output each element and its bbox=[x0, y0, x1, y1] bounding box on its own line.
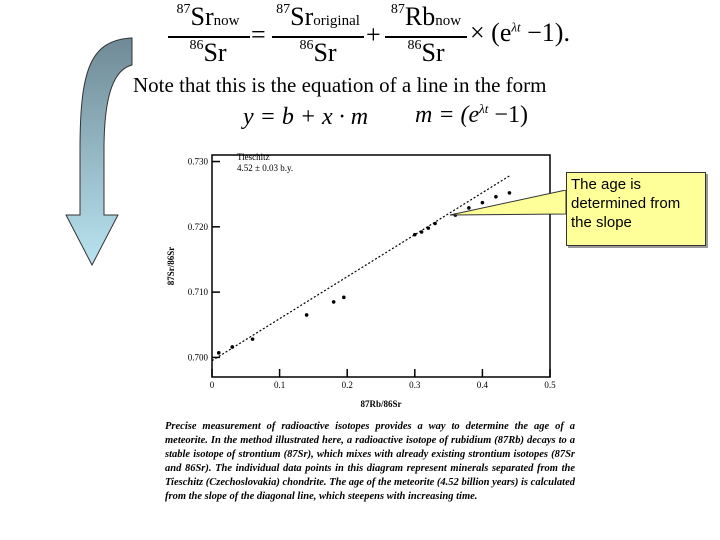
slope-equation bbox=[415, 101, 528, 129]
plus-sign: + bbox=[366, 20, 381, 49]
sr-label: Sr bbox=[290, 2, 314, 31]
sr-label: Sr bbox=[313, 38, 337, 67]
x-tick-label: 0.1 bbox=[273, 380, 286, 390]
callout-box: The age is determined from the slope bbox=[566, 172, 706, 246]
callout-pointer bbox=[420, 190, 570, 230]
data-point bbox=[217, 351, 221, 355]
factor-exponent: λt bbox=[511, 19, 521, 35]
data-point bbox=[305, 313, 309, 317]
x-tick-label: 0.5 bbox=[544, 380, 556, 390]
lhs-numerator bbox=[168, 2, 248, 32]
x-tick-label: 0.2 bbox=[341, 380, 353, 390]
line-form-equation: y = b + x · m bbox=[243, 104, 369, 130]
sr-label: Sr bbox=[190, 2, 214, 31]
sup: 86 bbox=[299, 38, 314, 53]
factor-open: × (e bbox=[470, 18, 512, 47]
term2-numerator bbox=[385, 2, 467, 32]
y-tick-label: 0.720 bbox=[187, 221, 208, 232]
lhs-denominator bbox=[168, 38, 248, 68]
x-tick-label: 0 bbox=[209, 380, 215, 390]
rb-label: Rb bbox=[404, 2, 436, 31]
data-point bbox=[420, 230, 424, 234]
sub: now bbox=[213, 13, 240, 29]
data-point bbox=[413, 233, 417, 237]
y-tick-label: 0.730 bbox=[187, 156, 208, 167]
annotation-value: 4.52 ± 0.03 b.y. bbox=[237, 163, 294, 173]
y-axis-label: 87Sr/86Sr bbox=[166, 246, 176, 286]
sup: 87 bbox=[390, 2, 405, 17]
sr-label: Sr bbox=[203, 38, 227, 67]
sub: original bbox=[313, 13, 360, 29]
term1-numerator bbox=[272, 2, 364, 32]
factor-close: −1). bbox=[520, 18, 570, 47]
x-axis-label: 87Rb/86Sr bbox=[360, 399, 402, 409]
curved-arrow-graphic bbox=[60, 30, 140, 280]
y-tick-label: 0.700 bbox=[187, 352, 208, 363]
data-point bbox=[251, 337, 255, 341]
isochron-chart bbox=[160, 140, 580, 415]
sup: 87 bbox=[276, 2, 291, 17]
slope-close: −1) bbox=[488, 102, 528, 128]
term2-denominator bbox=[385, 38, 467, 68]
equals-sign: = bbox=[251, 20, 266, 49]
annotation-title: Tieschitz bbox=[237, 152, 270, 162]
term1-denominator bbox=[272, 38, 364, 68]
exp-factor bbox=[470, 18, 570, 48]
slope-open: m = (e bbox=[415, 102, 480, 128]
slope-exponent: λt bbox=[479, 101, 489, 116]
plot-frame bbox=[212, 155, 550, 377]
sr-label: Sr bbox=[421, 38, 445, 67]
x-tick-label: 0.3 bbox=[409, 380, 421, 390]
sub: now bbox=[435, 13, 462, 29]
y-tick-label: 0.710 bbox=[187, 287, 208, 298]
figure-caption: Precise measurement of radioactive isotopes provides a way to determine the age of a meteorite. In the method illustrated here, a radioactive isotope of rubidium (87Rb) decays to a stable isotope of strontium (87Sr), which mixes with already existing strontium isotopes (87Sr and 86Sr). The individual data points in this diagram represent minerals separated from the Tieschitz (Czechoslovakia) chondrite. The age of the meteorite (4.52 billion years) is calculated from the slope of the diagonal line, which steepens with increasing time. bbox=[165, 421, 575, 503]
x-tick-label: 0.4 bbox=[476, 380, 489, 390]
sup: 86 bbox=[407, 38, 422, 53]
data-point bbox=[332, 300, 336, 304]
sup: 87 bbox=[176, 2, 191, 17]
sup: 86 bbox=[189, 38, 204, 53]
data-point bbox=[230, 345, 234, 349]
note-text: Note that this is the equation of a line in the form bbox=[133, 73, 547, 97]
data-point bbox=[342, 296, 346, 300]
